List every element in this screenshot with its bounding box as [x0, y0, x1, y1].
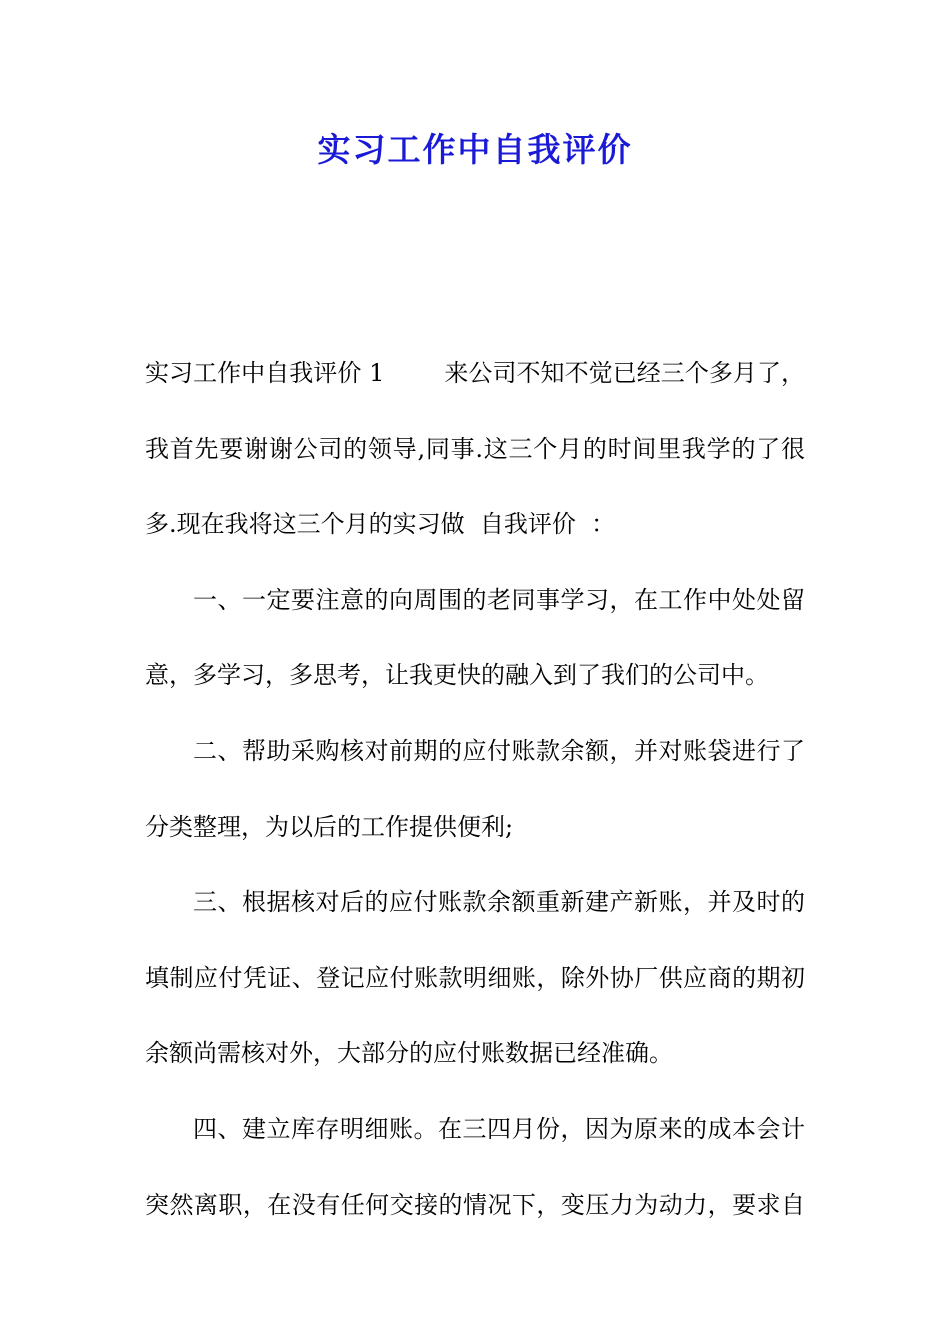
line-text: 来公司不知不觉已经三个多月了，	[444, 359, 805, 387]
section-heading: 实习工作中自我评价 1	[145, 359, 385, 387]
paragraph-line-4: 一、一定要注意的向周围的老同事学习，在工作中处处留	[193, 585, 805, 614]
document-title: 实习工作中自我评价	[317, 130, 633, 169]
paragraph-line-9: 填制应付凭证、登记应付账款明细账，除外协厂供应商的期初	[145, 963, 805, 992]
paragraph-line-10: 余额尚需核对外，大部分的应付账数据已经准确。	[145, 1039, 673, 1068]
paragraph-line-2: 我首先要谢谢公司的领导,同事.这三个月的时间里我学的了很	[145, 434, 805, 463]
paragraph-line-1	[145, 336, 805, 412]
paragraph-line-8: 三、根据核对后的应付账款余额重新建产新账，并及时的	[193, 888, 805, 917]
paragraph-line-7: 分类整理，为以后的工作提供便利;	[145, 812, 514, 841]
paragraph-line-12: 突然离职，在没有任何交接的情况下，变压力为动力，要求自	[145, 1190, 805, 1219]
paragraph-line-11: 四、建立库存明细账。在三四月份，因为原来的成本会计	[193, 1114, 805, 1143]
document-body	[145, 336, 805, 1243]
paragraph-line-3: 多.现在我将这三个月的实习做 自我评价 ：	[145, 510, 616, 539]
paragraph-line-5: 意，多学习，多思考，让我更快的融入到了我们的公司中。	[145, 661, 769, 690]
paragraph-line-6: 二、帮助采购核对前期的应付账款余额，并对账袋进行了	[193, 736, 805, 765]
